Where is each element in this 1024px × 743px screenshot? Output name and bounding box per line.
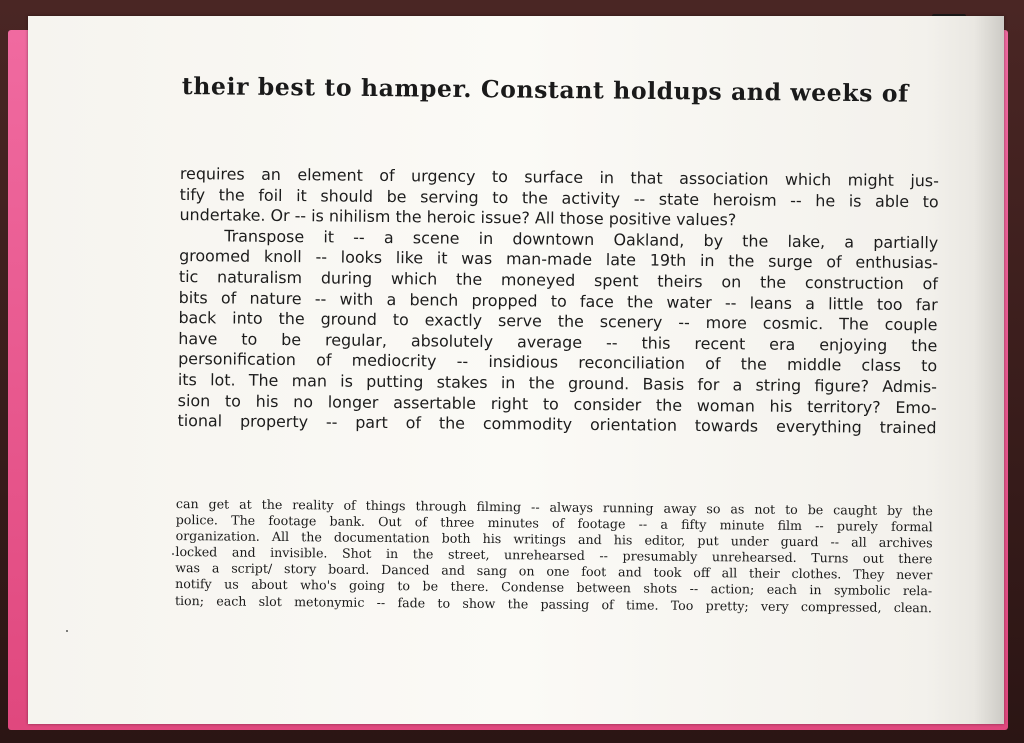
page-heading: their best to hamper. Constant holdups and weeks of [181, 72, 909, 108]
text-line: undertake. Or -- is nihilism the heroic issue? All those positive values? [179, 205, 737, 230]
text-line: tic naturalism during which the moneyed spent theirs on the construction of [178, 266, 938, 294]
text-line: tify the foil it should be serving to the activity -- state heroism -- he is able to [179, 184, 939, 211]
text-line: tional property -- part of the commodity orientation towards everything trained [177, 411, 937, 438]
text-line: tion; each slot metonymic -- fade to show the passing of time. Too pretty; very compressed, clean. [174, 592, 933, 615]
text-line: locked and invisible. Shot in the street, unrehearsed -- presumably unrehearsed. Turns out there [175, 544, 933, 567]
text-line: sion to his no longer assertable right to consider the woman his territory? Emo- [177, 390, 937, 417]
text-line: organization. All the documentation both his writings and his editor, put under guard -- all archives [175, 528, 933, 551]
text-line: was a script/ story board. Danced and sang on one foot and took off all their clothes. They never [175, 560, 933, 583]
paper-speck [172, 553, 174, 555]
text-line: groomed knoll -- looks like it was man-made late 19th in the surge of enthusias- [179, 246, 939, 273]
text-line: its lot. The man is putting stakes in the ground. Basis for a string figure? Admis- [177, 369, 937, 397]
text-line: bits of nature -- with a bench propped to face the water -- leans a little too far [178, 287, 938, 314]
text-line: have to be regular, absolutely average -- this recent era enjoying the [178, 328, 938, 356]
text-line: personification of mediocrity -- insidious reconciliation of the middle class to [178, 349, 938, 376]
footnote-text-block [175, 496, 933, 616]
text-line: requires an element of urgency to surface in that association which might jus- [179, 164, 939, 191]
text-line: back into the ground to exactly serve the scenery -- more cosmic. The couple [178, 308, 938, 335]
page-gutter-shadow [974, 16, 1004, 724]
text-line: notify us about who's going to be there. Condense between shots -- action; each in symbolic rela- [175, 576, 933, 599]
text-line: can get at the reality of things through filming -- always running away so as not to be caught by the [175, 496, 933, 519]
main-text-block [177, 164, 939, 439]
book-page [28, 16, 1004, 724]
paper-speck [66, 630, 68, 632]
text-line: police. The footage bank. Out of three minutes of footage -- a fifty minute film -- purely formal [175, 512, 933, 535]
text-line: Transpose it -- a scene in downtown Oakland, by the lake, a partially [224, 226, 939, 253]
